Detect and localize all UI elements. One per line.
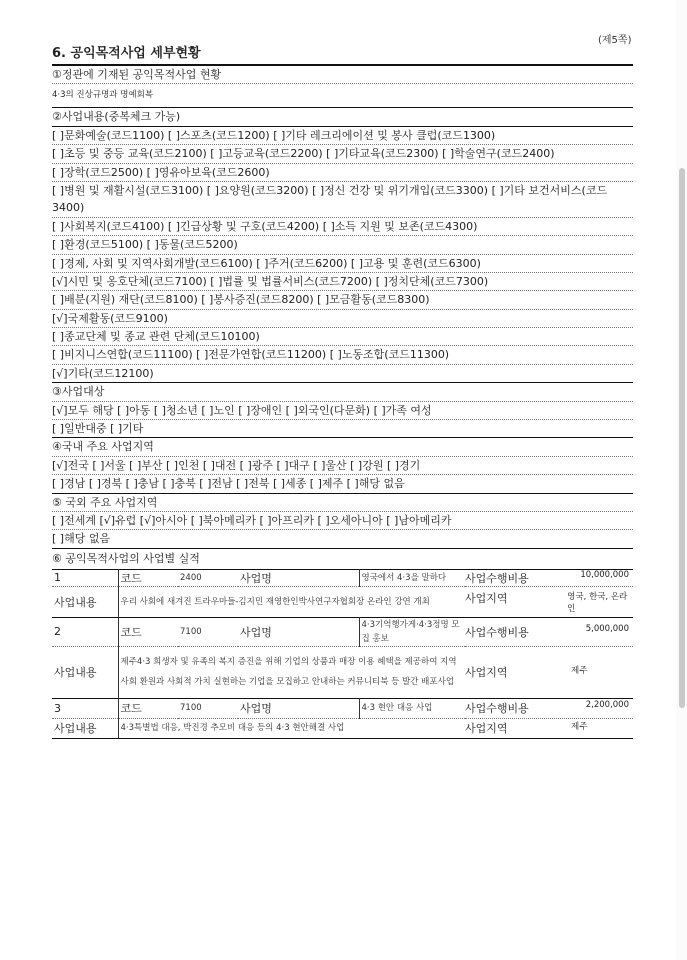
cost-label: 사업수행비용: [465, 625, 529, 639]
subsection-1-title: ①정관에 기재된 공익목적사업 현황: [52, 66, 633, 84]
name-label: 사업명: [238, 698, 359, 718]
business-row: [ ]배분(지원) 재단(코드8100) [ ]봉사증진(코드8200) [ ]모금활동(코드8300): [52, 291, 633, 309]
cost-cell: [465, 698, 633, 718]
business-row: [ ]초등 및 중등 교육(코드2100) [ ]고등교육(코드2200) [ ]기타교육(코드2300) [ ]학술연구(코드2400): [52, 145, 633, 163]
scrollbar-thumb[interactable]: [679, 168, 685, 708]
table-row: [52, 718, 633, 738]
domestic-region-row: [ ]경남 [ ]경북 [ ]충남 [ ]충북 [ ]전남 [ ]전북 [ ]세종 [ ]제주 [ ]해당 없음: [52, 475, 633, 493]
cost-cell: [465, 569, 633, 586]
section-title: 6. 공익목적사업 세부현황: [52, 43, 633, 66]
business-row: [ ]경제, 사회 및 지역사회개발(코드6100) [ ]주거(코드6200) [ ]고용 및 훈련(코드6300): [52, 255, 633, 273]
region-label: 사업지역: [465, 591, 508, 605]
project-content: 4·3특별법 대응, 박진경 추모비 대응 등의 4·3 현안해결 사업: [118, 718, 465, 738]
target-row: [√]모두 해당 [ ]아동 [ ]청소년 [ ]노인 [ ]장애인 [ ]외국인(다문화) [ ]가족 여성: [52, 402, 633, 420]
code-label: 코드: [118, 569, 178, 586]
project-number: 1: [52, 569, 118, 586]
project-cost: 5,000,000: [585, 623, 629, 634]
subsection-3-title: ③사업대상: [52, 383, 633, 401]
code-label: 코드: [118, 698, 178, 718]
project-region: 영국, 한국, 온라인: [567, 591, 628, 614]
region-cell: [465, 646, 633, 698]
project-content: 우리 사회에 새겨진 트라우마들-김지민 재영한인박사연구자협회장 온라인 강연 개최: [118, 586, 465, 617]
project-code: 7100: [178, 617, 238, 646]
subsection-1-content: 4·3의 진상규명과 명예회복: [52, 84, 633, 108]
business-row: [ ]비지니스연합(코드11100) [ ]전문가연합(코드11200) [ ]노동조합(코드11300): [52, 346, 633, 364]
content-label: 사업내용: [52, 646, 118, 698]
overseas-region-row: [ ]해당 없음: [52, 530, 633, 548]
project-code: 7100: [178, 698, 238, 718]
project-name: 4·3기억행가게·4·3정명 모집 홍보: [359, 617, 465, 646]
overseas-region-row: [ ]전세계 [√]유럽 [√]아시아 [ ]북아메리카 [ ]아프리카 [ ]오세아니아 [ ]남아메리카: [52, 512, 633, 530]
cost-label: 사업수행비용: [465, 571, 529, 585]
project-cost: 10,000,000: [580, 569, 629, 580]
subsection-6-title: ⑥ 공익목적사업의 사업별 실적: [52, 551, 200, 565]
project-region: 제주: [571, 666, 588, 677]
business-row: [√]시민 및 옹호단체(코드7100) [ ]법률 및 법률서비스(코드7200) [ ]정치단체(코드7300): [52, 273, 633, 291]
content-label: 사업내용: [52, 718, 118, 738]
business-row: [√]국제활동(코드9100): [52, 310, 633, 328]
project-content: 제주4·3 희생자 및 유족의 복지 증진을 위해 기업의 상품과 매장 이용 혜택을 제공하여 지역사회 환원과 사회적 가치 실현하는 기업을 모집하고 안내하는 커뮤니티북 등 발간 배포사업: [118, 646, 465, 698]
cost-cell: [465, 617, 633, 646]
subsection-4-title: ④국내 주요 사업지역: [52, 438, 633, 456]
name-label: 사업명: [238, 569, 359, 586]
name-label: 사업명: [238, 617, 359, 646]
business-row: [ ]장학(코드2500) [ ]영유아보육(코드2600): [52, 164, 633, 182]
project-number: 3: [52, 698, 118, 718]
table-row: [52, 617, 633, 646]
project-number: 2: [52, 617, 118, 646]
document-body: [52, 43, 633, 739]
business-row: [ ]종교단체 및 종교 관련 단체(코드10100): [52, 328, 633, 346]
subsection-2-title: ②사업내용(중복체크 가능): [52, 108, 633, 126]
business-row: [√]기타(코드12100): [52, 365, 633, 383]
table-row: [52, 646, 633, 698]
table-row: [52, 586, 633, 617]
project-cost: 2,200,000: [585, 700, 629, 711]
project-name: 영국에서 4·3을 말하다: [359, 569, 465, 586]
business-row: [ ]문화예술(코드1100) [ ]스포츠(코드1200) [ ]기타 레크리에이션 및 봉사 클럽(코드1300): [52, 127, 633, 145]
region-label: 사업지역: [465, 722, 508, 736]
business-row: [ ]병원 및 재활시설(코드3100) [ ]요양원(코드3200) [ ]정신 건강 및 위기개입(코드3300) [ ]기타 보건서비스(코드 3400): [52, 182, 633, 218]
performance-table: [52, 569, 633, 739]
domestic-region-row: [√]전국 [ ]서울 [ ]부산 [ ]인천 [ ]대전 [ ]광주 [ ]대구 [ ]울산 [ ]강원 [ ]경기: [52, 457, 633, 475]
business-row: [ ]환경(코드5100) [ ]동물(코드5200): [52, 236, 633, 254]
table-row: [52, 698, 633, 718]
content-label: 사업내용: [52, 586, 118, 617]
code-label: 코드: [118, 617, 178, 646]
business-row: [ ]사회복지(코드4100) [ ]긴급상황 및 구호(코드4200) [ ]소득 지원 및 보존(코드4300): [52, 218, 633, 236]
region-cell: [465, 718, 633, 738]
project-region: 제주: [571, 722, 588, 733]
project-code: 2400: [178, 569, 238, 586]
cost-label: 사업수행비용: [465, 702, 529, 716]
region-cell: [465, 586, 633, 617]
region-label: 사업지역: [465, 666, 508, 680]
subsection-5-title: ⑤ 국외 주요 사업지역: [52, 494, 633, 512]
table-row: [52, 569, 633, 586]
page-number-label: (제5쪽): [598, 35, 632, 46]
target-row: [ ]일반대중 [ ]기타: [52, 420, 633, 438]
project-name: 4·3 현안 대응 사업: [359, 698, 465, 718]
